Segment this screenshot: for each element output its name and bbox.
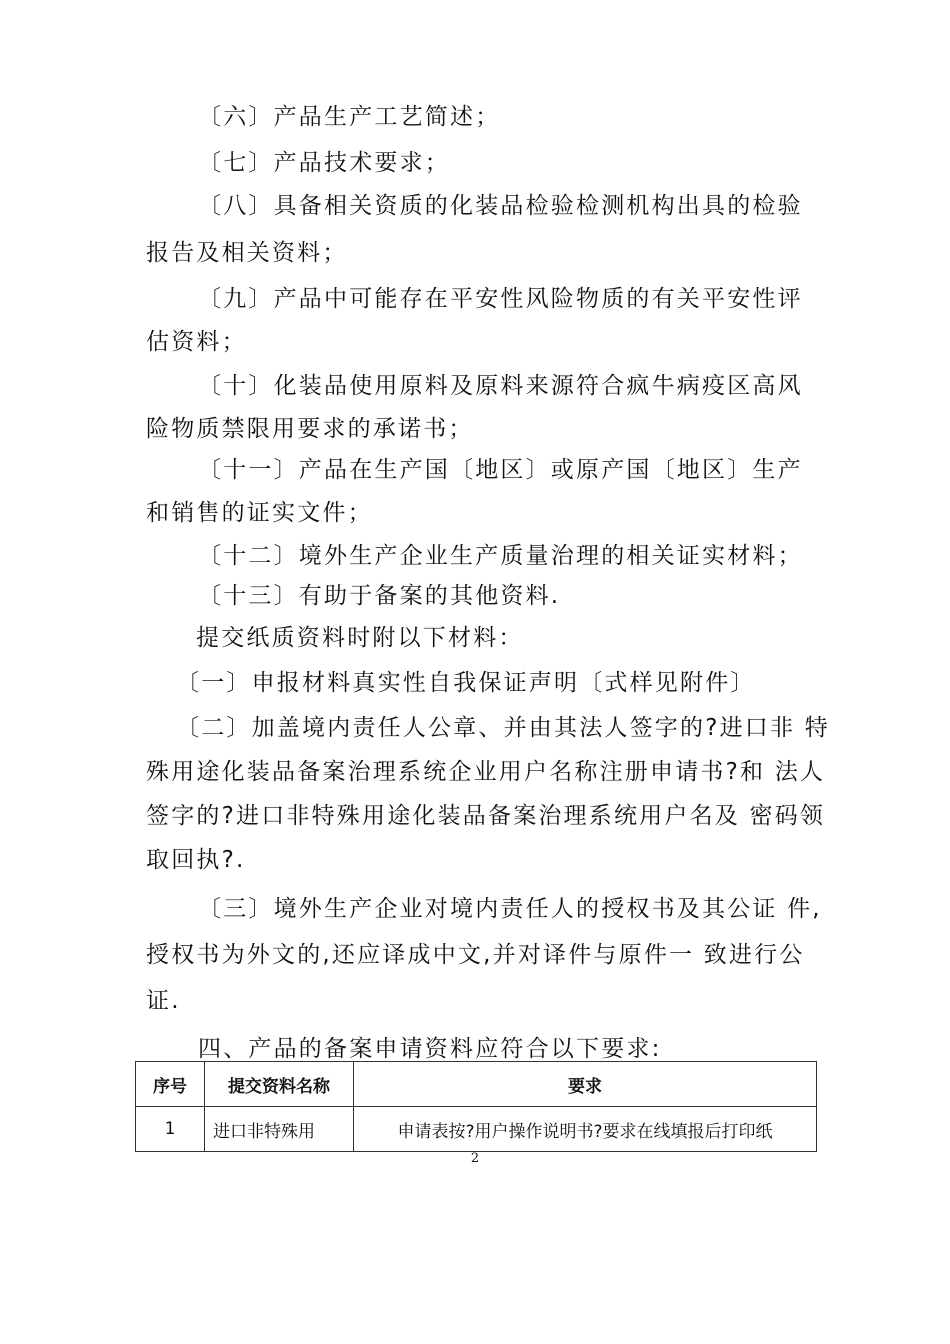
text-line: 取回执?. xyxy=(146,847,246,873)
text-line: 〔十一〕产品在生产国〔地区〕或原产国〔地区〕生产 xyxy=(198,457,803,483)
text-line: 授权书为外文的,还应译成中文,并对译件与原件一 致进行公 xyxy=(146,942,805,968)
requirements-table xyxy=(135,1061,817,1152)
text-line: 〔十二〕境外生产企业生产质量治理的相关证实材料； xyxy=(198,543,803,569)
text-line: 〔九〕产品中可能存在平安性风险物质的有关平安性评 xyxy=(198,286,803,312)
text-line: 证. xyxy=(146,988,181,1014)
text-line: 估资料； xyxy=(146,329,247,355)
text-line: 签字的?进口非特殊用途化装品备案治理系统用户名及 密码领 xyxy=(146,803,826,829)
text-line: 〔六〕产品生产工艺简述； xyxy=(198,104,501,130)
text-line: 险物质禁限用要求的承诺书； xyxy=(146,416,474,442)
text-line: 〔八〕具备相关资质的化装品检验检测机构出具的检验 xyxy=(198,193,803,219)
table-cell: 申请表按?用户操作说明书?要求在线填报后打印纸 xyxy=(354,1107,817,1152)
text-line: 殊用途化装品备案治理系统企业用户名称注册申请书?和 法人 xyxy=(146,759,826,785)
text-line: 和销售的证实文件； xyxy=(146,500,373,526)
table-row xyxy=(136,1107,817,1152)
table-cell: 进口非特殊用 xyxy=(205,1107,354,1152)
table-header-cell: 要求 xyxy=(354,1062,817,1107)
table-header-cell: 提交资料名称 xyxy=(205,1062,354,1107)
section-heading: 四、产品的备案申请资料应符合以下要求: xyxy=(198,1036,662,1062)
text-line: 〔一〕申报材料真实性自我保证声明〔式样见附件〕 xyxy=(176,670,756,696)
text-line: 报告及相关资料； xyxy=(146,240,348,266)
table-header-row xyxy=(136,1062,817,1107)
text-line: 〔三〕境外生产企业对境内责任人的授权书及其公证 件, xyxy=(198,896,822,922)
text-line: 提交纸质资料时附以下材料： xyxy=(196,625,524,651)
text-line: 〔七〕产品技术要求； xyxy=(198,150,450,176)
text-line: 〔十〕化装品使用原料及原料来源符合疯牛病疫区高风 xyxy=(198,373,803,399)
table-cell: 1 xyxy=(136,1107,205,1152)
text-line: 〔二〕加盖境内责任人公章、并由其法人签字的?进口非 特 xyxy=(176,715,830,741)
page-number: 2 xyxy=(470,1151,480,1166)
table-header-cell: 序号 xyxy=(136,1062,205,1107)
text-line: 〔十三〕有助于备案的其他资料. xyxy=(198,583,561,609)
